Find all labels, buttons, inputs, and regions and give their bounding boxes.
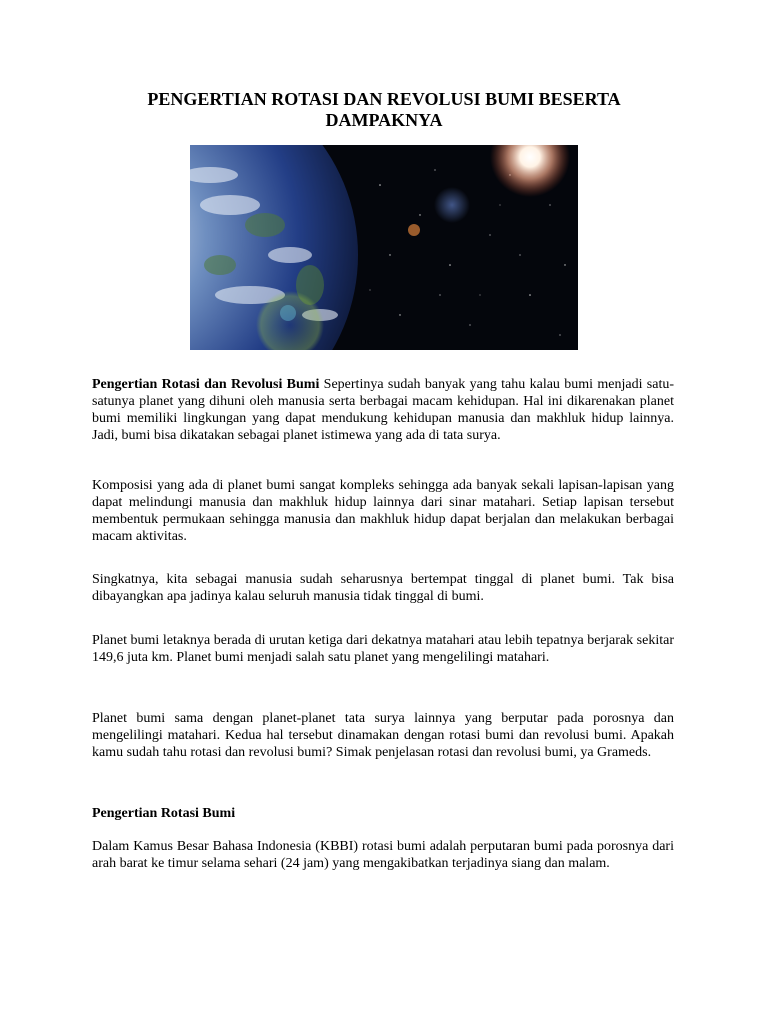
paragraph-rotation-revolution: Planet bumi sama dengan planet-planet tata surya lainnya yang berputar pada porosnya dan mengelilingi matahari. Kedua hal tersebut dinamakan dengan rotasi bumi dan revolusi bumi. Apakah kamu sudah tahu rotasi dan revolusi bumi? Simak penjelasan rotasi dan revolusi bumi, ya Grameds. xyxy=(92,711,674,760)
paragraph-composition: Komposisi yang ada di planet bumi sangat kompleks sehingga ada banyak sekali lapisan-lapisan yang dapat melindungi manusia dan makhluk hidup lainnya dari sinar matahari. Setiap lapisan tersebut membentuk permukaan sehingga manusia dan makhluk hidup dapat berjalan dan melakukan berbagai macam aktivitas. xyxy=(92,478,674,544)
intro-lead: Pengertian Rotasi dan Revolusi Bumi xyxy=(92,377,320,392)
paragraph-position: Planet bumi letaknya berada di urutan ketiga dari dekatnya matahari atau lebih tepatnya berjarak sekitar 149,6 juta km. Planet bumi menjadi salah satu planet yang mengelilingi matahari. xyxy=(92,633,674,665)
paragraph-summary: Singkatnya, kita sebagai manusia sudah seharusnya bertempat tinggal di planet bumi. Tak bisa dibayangkan apa jadinya kalau seluruh manusia tidak tinggal di bumi. xyxy=(92,572,674,604)
intro-text: Sepertinya sudah banyak yang tahu kalau bumi menjadi satu-satunya planet yang dihuni oleh manusia serta berbagai macam kehidupan. Hal ini dikarenakan planet bumi memiliki lingkungan yang dapat mendukung kehidupan manusia dan makhluk hidup lainnya. Jadi, bumi bisa dikatakan sebagai planet istimewa yang ada di tata surya. xyxy=(92,377,675,443)
earth-space-image xyxy=(190,145,578,350)
section-heading: Pengertian Rotasi Bumi xyxy=(92,806,236,821)
document-title: PENGERTIAN ROTASI DAN REVOLUSI BUMI BESERTA DAMPAKNYA xyxy=(147,89,621,130)
intro-paragraph xyxy=(92,376,674,444)
section-paragraph: Dalam Kamus Besar Bahasa Indonesia (KBBI) rotasi bumi adalah perputaran bumi pada porosnya dari arah barat ke timur selama sehari (24 jam) yang mengakibatkan terjadinya siang dan malam. xyxy=(92,839,674,871)
